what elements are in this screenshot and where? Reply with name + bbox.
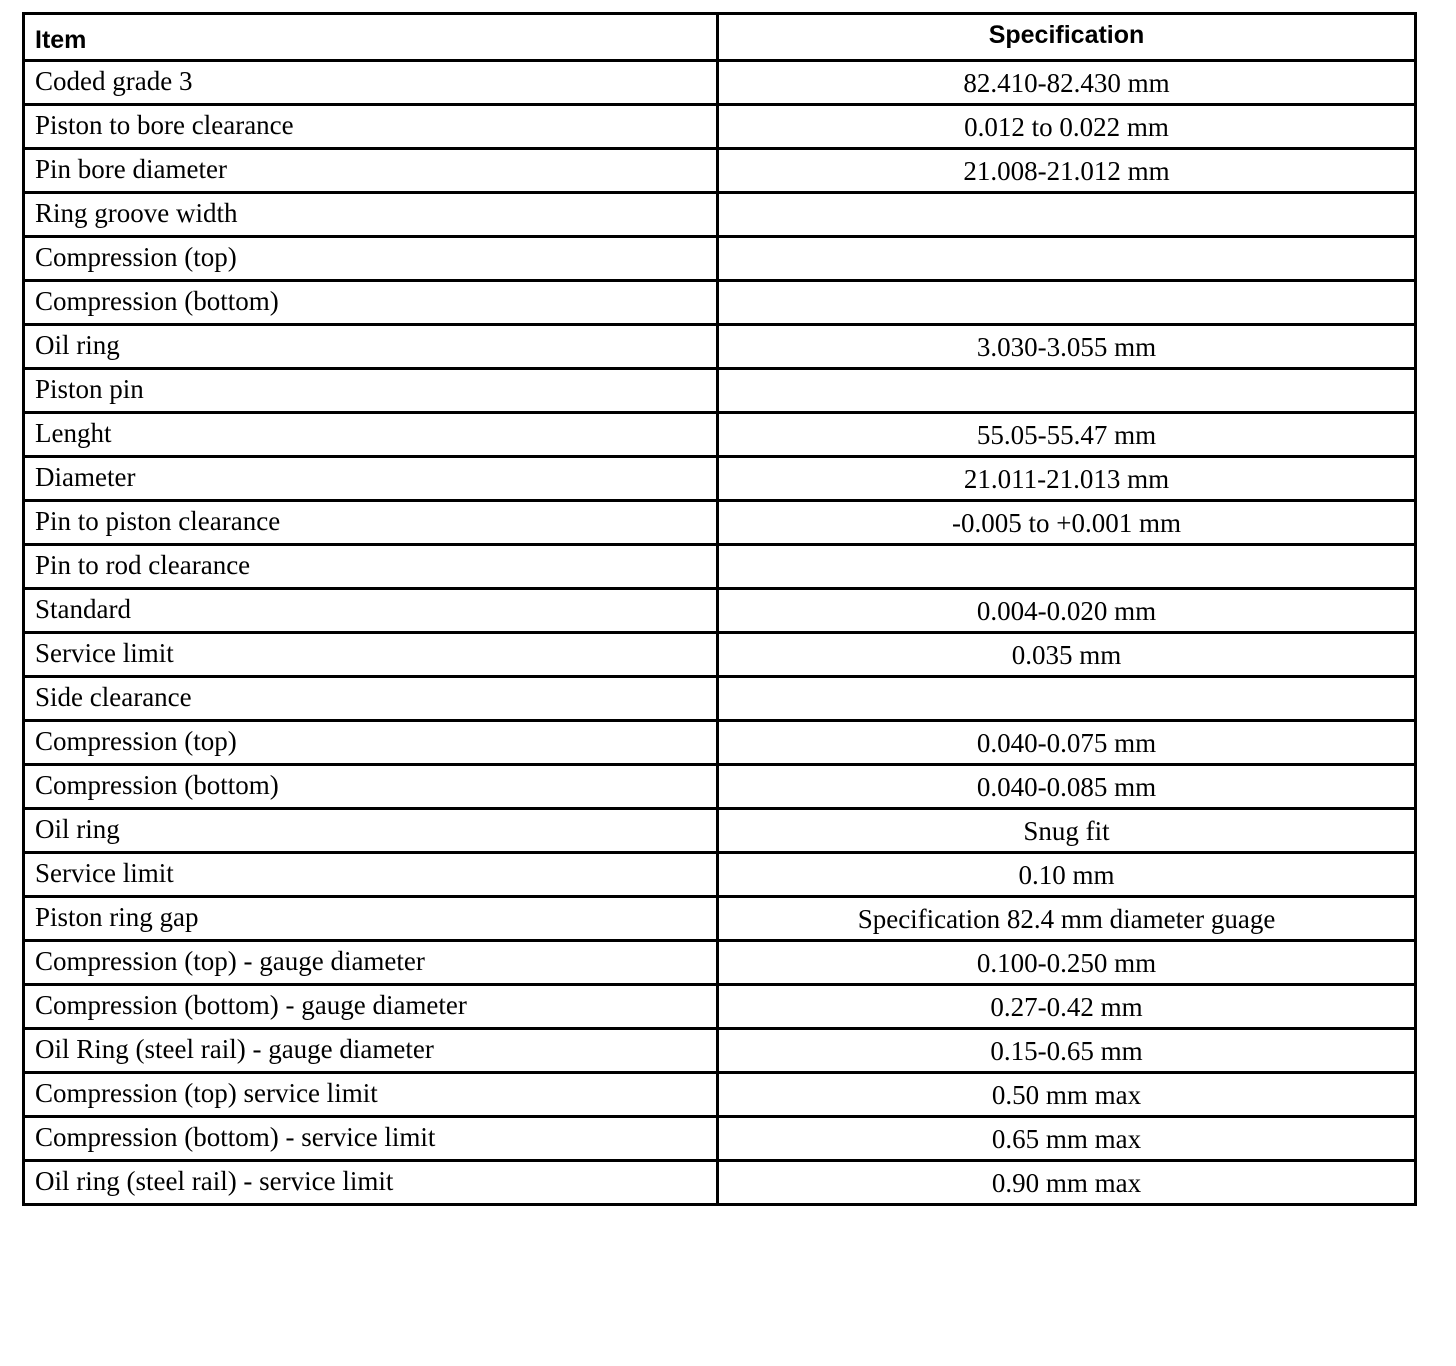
item-cell: Oil Ring (steel rail) - gauge diameter: [24, 1029, 718, 1073]
specification-cell: [718, 545, 1416, 589]
table-row: [24, 545, 1416, 589]
specification-cell: 0.90 mm max: [718, 1161, 1416, 1205]
specification-cell: 0.035 mm: [718, 633, 1416, 677]
table-row: [24, 237, 1416, 281]
table-body: [24, 61, 1416, 1205]
item-cell: Diameter: [24, 457, 718, 501]
table-row: [24, 677, 1416, 721]
table-row: [24, 281, 1416, 325]
item-cell: Compression (bottom): [24, 281, 718, 325]
table-row: [24, 721, 1416, 765]
item-cell: Service limit: [24, 633, 718, 677]
specification-cell: 0.50 mm max: [718, 1073, 1416, 1117]
item-cell: Pin to piston clearance: [24, 501, 718, 545]
item-cell: Oil ring: [24, 809, 718, 853]
specification-cell: [718, 677, 1416, 721]
table-row: [24, 1161, 1416, 1205]
table-row: [24, 941, 1416, 985]
item-cell: Compression (top): [24, 721, 718, 765]
specification-cell: 0.004-0.020 mm: [718, 589, 1416, 633]
table-row: [24, 61, 1416, 105]
specification-cell: [718, 237, 1416, 281]
specification-cell: [718, 193, 1416, 237]
table-row: [24, 193, 1416, 237]
item-cell: Compression (bottom): [24, 765, 718, 809]
table-row: [24, 633, 1416, 677]
specification-cell: 0.27-0.42 mm: [718, 985, 1416, 1029]
item-cell: Compression (top): [24, 237, 718, 281]
specification-cell: Snug fit: [718, 809, 1416, 853]
specification-cell: 0.100-0.250 mm: [718, 941, 1416, 985]
table-row: [24, 413, 1416, 457]
table-row: [24, 853, 1416, 897]
table-row: [24, 149, 1416, 193]
specification-cell: 21.008-21.012 mm: [718, 149, 1416, 193]
table-row: [24, 1029, 1416, 1073]
specification-cell: 0.10 mm: [718, 853, 1416, 897]
item-cell: Oil ring (steel rail) - service limit: [24, 1161, 718, 1205]
table-row: [24, 369, 1416, 413]
item-cell: Piston to bore clearance: [24, 105, 718, 149]
table-row: [24, 897, 1416, 941]
specification-cell: 82.410-82.430 mm: [718, 61, 1416, 105]
item-cell: Coded grade 3: [24, 61, 718, 105]
specification-cell: [718, 281, 1416, 325]
item-cell: Standard: [24, 589, 718, 633]
item-cell: Side clearance: [24, 677, 718, 721]
item-cell: Compression (bottom) - gauge diameter: [24, 985, 718, 1029]
table-row: [24, 105, 1416, 149]
specification-table: [22, 12, 1417, 1206]
item-cell: Pin to rod clearance: [24, 545, 718, 589]
item-cell: Ring groove width: [24, 193, 718, 237]
specification-column-header: Specification: [718, 14, 1416, 61]
specification-cell: 21.011-21.013 mm: [718, 457, 1416, 501]
table-row: [24, 1073, 1416, 1117]
specification-cell: 0.012 to 0.022 mm: [718, 105, 1416, 149]
table-row: [24, 765, 1416, 809]
table-row: [24, 809, 1416, 853]
specification-cell: [718, 369, 1416, 413]
table-row: [24, 325, 1416, 369]
table-header-row: [24, 14, 1416, 61]
item-cell: Compression (bottom) - service limit: [24, 1117, 718, 1161]
item-column-header: Item: [24, 14, 718, 61]
item-cell: Service limit: [24, 853, 718, 897]
item-cell: Lenght: [24, 413, 718, 457]
table-row: [24, 457, 1416, 501]
item-cell: Compression (top) service limit: [24, 1073, 718, 1117]
item-cell: Compression (top) - gauge diameter: [24, 941, 718, 985]
specification-cell: 3.030-3.055 mm: [718, 325, 1416, 369]
specification-cell: 0.15-0.65 mm: [718, 1029, 1416, 1073]
specification-cell: -0.005 to +0.001 mm: [718, 501, 1416, 545]
table-row: [24, 1117, 1416, 1161]
item-cell: Pin bore diameter: [24, 149, 718, 193]
item-cell: Piston ring gap: [24, 897, 718, 941]
table-row: [24, 589, 1416, 633]
specification-cell: 0.040-0.085 mm: [718, 765, 1416, 809]
specification-cell: 55.05-55.47 mm: [718, 413, 1416, 457]
specification-cell: 0.65 mm max: [718, 1117, 1416, 1161]
table-row: [24, 501, 1416, 545]
item-cell: Piston pin: [24, 369, 718, 413]
specification-cell: Specification 82.4 mm diameter guage: [718, 897, 1416, 941]
item-cell: Oil ring: [24, 325, 718, 369]
specification-cell: 0.040-0.075 mm: [718, 721, 1416, 765]
table-row: [24, 985, 1416, 1029]
